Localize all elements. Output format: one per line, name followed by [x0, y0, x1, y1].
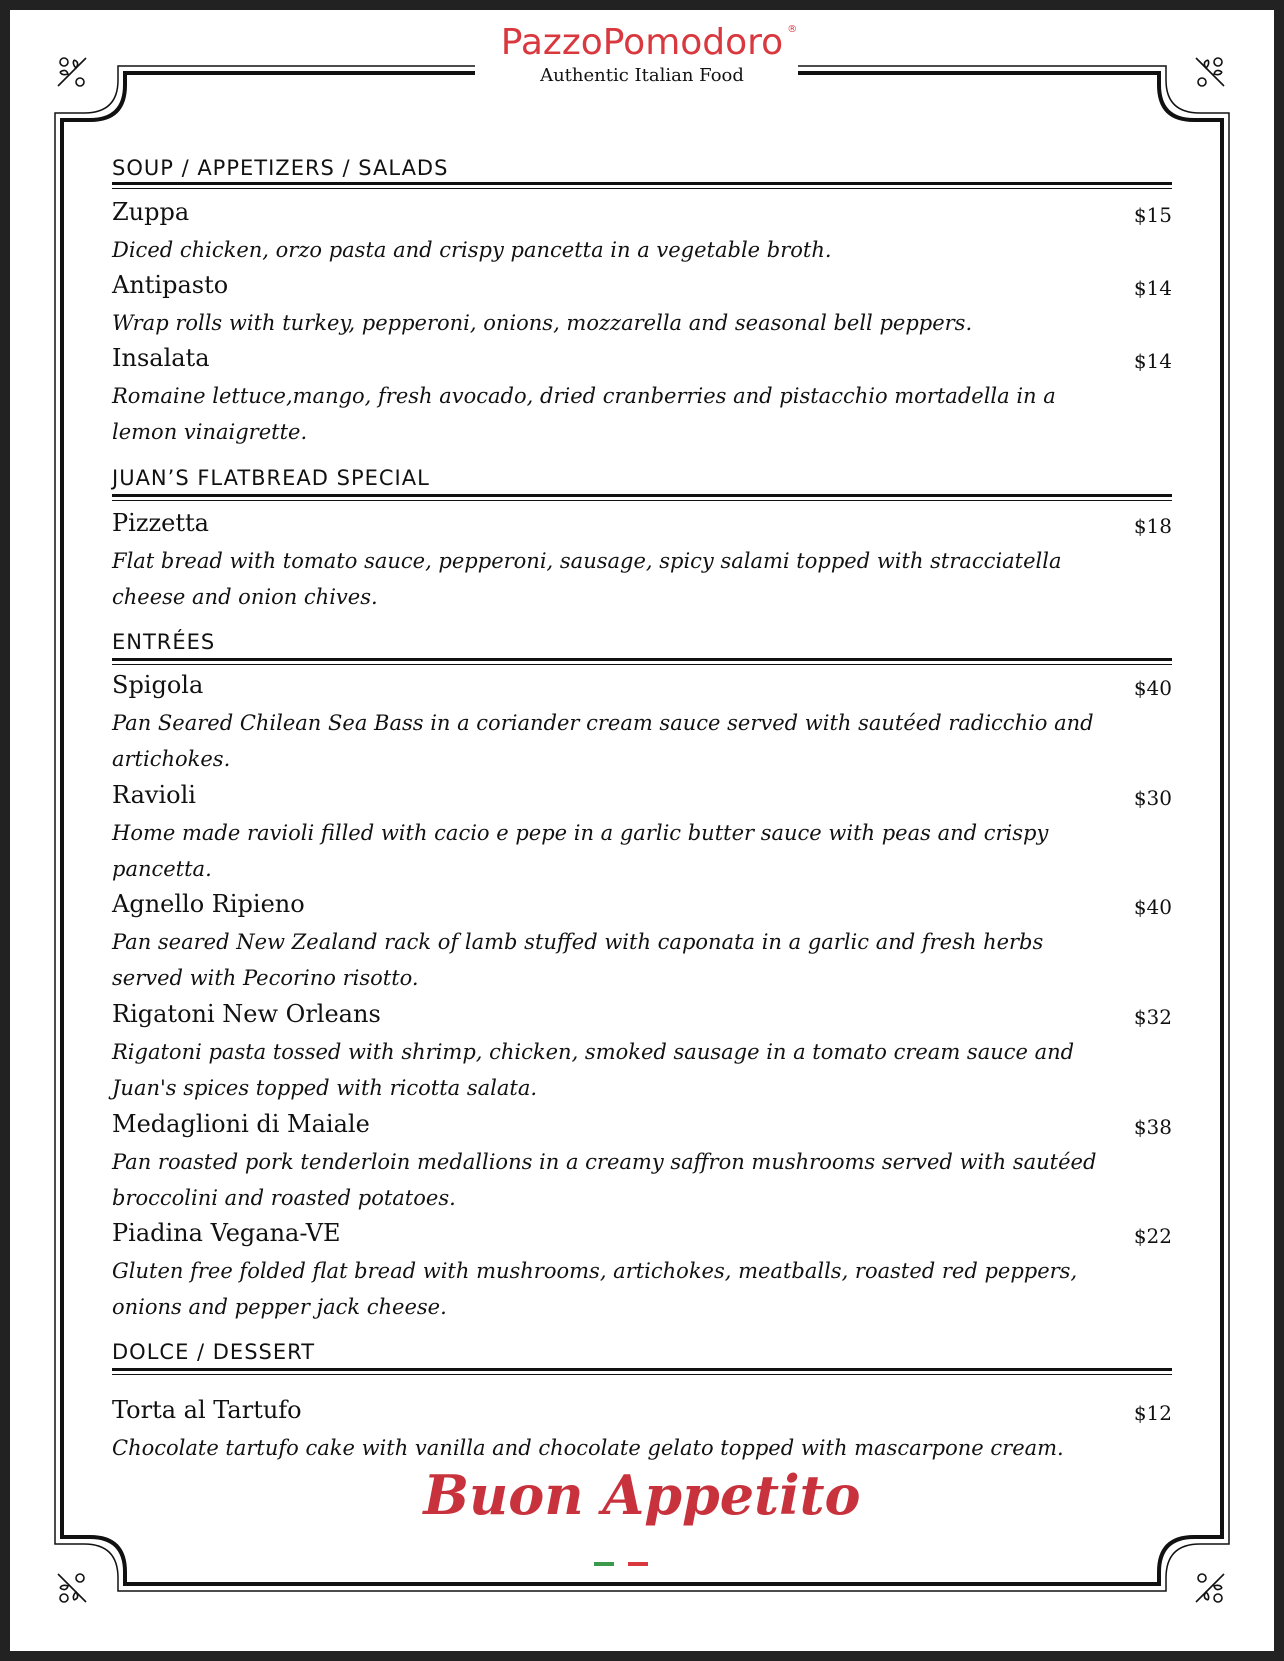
- menu-item-name: Torta al Tartufo: [112, 1396, 302, 1424]
- menu-item-description: Romaine lettuce,mango, fresh avocado, dried cranberries and pistacchio mortadella in a lemon vinaigrette.: [112, 384, 1056, 444]
- menu-item-description: Rigatoni pasta tossed with shrimp, chicken, smoked sausage in a tomato cream sauce and Juan's spices topped with ricotta salata.: [112, 1040, 1075, 1100]
- section-divider: [112, 1368, 1172, 1375]
- restaurant-logo: [0, 22, 1284, 86]
- registered-mark: ®: [787, 24, 798, 35]
- menu-item-name: Ravioli: [112, 781, 196, 809]
- menu-item-name: Rigatoni New Orleans: [112, 1000, 381, 1028]
- section-title: SOUP / APPETIZERS / SALADS: [112, 156, 449, 180]
- section-divider: [112, 494, 1172, 501]
- menu-item-price: $12: [1133, 1401, 1172, 1425]
- section-title: JUAN’S FLATBREAD SPECIAL: [112, 466, 430, 490]
- section-divider: [112, 182, 1172, 189]
- brand-text: PazzoPomodoro: [500, 22, 784, 63]
- floral-ornament-icon: [52, 1568, 92, 1608]
- floral-ornament-icon: [1190, 1568, 1230, 1608]
- menu-item-price: $14: [1133, 349, 1172, 373]
- menu-item-description: Home made ravioli filled with cacio e pepe in a garlic butter sauce with peas and crispy pancetta.: [112, 821, 1049, 881]
- menu-item-price: $40: [1133, 676, 1172, 700]
- menu-item-name: Antipasto: [112, 271, 229, 299]
- menu-item-price: $14: [1133, 276, 1172, 300]
- section-title: ENTRÉES: [112, 630, 216, 654]
- menu-item-description: Flat bread with tomato sauce, pepperoni, sausage, spicy salami topped with stracciatella cheese and onion chives.: [112, 549, 1062, 609]
- menu-item-name: Insalata: [112, 344, 210, 372]
- menu-item-name: Agnello Ripieno: [112, 890, 305, 918]
- flag-dash-green: [594, 1562, 614, 1566]
- menu-item-price: $22: [1133, 1224, 1172, 1248]
- menu-item-price: $18: [1133, 514, 1172, 538]
- menu-item-name: Spigola: [112, 671, 204, 699]
- menu-item-description: Gluten free folded flat bread with mushrooms, artichokes, meatballs, roasted red peppers, onions and pepper jack cheese.: [112, 1259, 1078, 1319]
- menu-item-price: $30: [1133, 786, 1172, 810]
- menu-item-description: Pan roasted pork tenderloin medallions in a creamy saffron mushrooms served with sautéed broccolini and roasted potatoes.: [112, 1150, 1097, 1210]
- section-divider: [112, 658, 1172, 665]
- menu-item-price: $15: [1133, 203, 1172, 227]
- menu-item-name: Piadina Vegana-VE: [112, 1219, 341, 1247]
- menu-item-price: $40: [1133, 895, 1172, 919]
- menu-item-price: $32: [1133, 1005, 1172, 1029]
- flag-dash-red: [628, 1562, 648, 1566]
- menu-item-description: Chocolate tartufo cake with vanilla and chocolate gelato topped with mascarpone cream.: [112, 1436, 1064, 1460]
- brand-tagline: Authentic Italian Food: [540, 65, 744, 86]
- menu-item-description: Diced chicken, orzo pasta and crispy pancetta in a vegetable broth.: [112, 238, 832, 262]
- menu-item-name: Pizzetta: [112, 509, 209, 537]
- menu-item-price: $38: [1133, 1115, 1172, 1139]
- section-title: DOLCE / DESSERT: [112, 1340, 316, 1364]
- closing-message: Buon Appetito: [423, 1463, 861, 1527]
- menu-item-name: Zuppa: [112, 198, 190, 226]
- menu-item-description: Pan seared New Zealand rack of lamb stuffed with caponata in a garlic and fresh herbs served with Pecorino risotto.: [112, 930, 1044, 990]
- menu-item-name: Medaglioni di Maiale: [112, 1110, 370, 1138]
- menu-item-description: Pan Seared Chilean Sea Bass in a coriander cream sauce served with sautéed radicchio and artichokes.: [112, 711, 1094, 771]
- brand-name: [500, 22, 798, 63]
- menu-item-description: Wrap rolls with turkey, pepperoni, onions, mozzarella and seasonal bell peppers.: [112, 311, 973, 335]
